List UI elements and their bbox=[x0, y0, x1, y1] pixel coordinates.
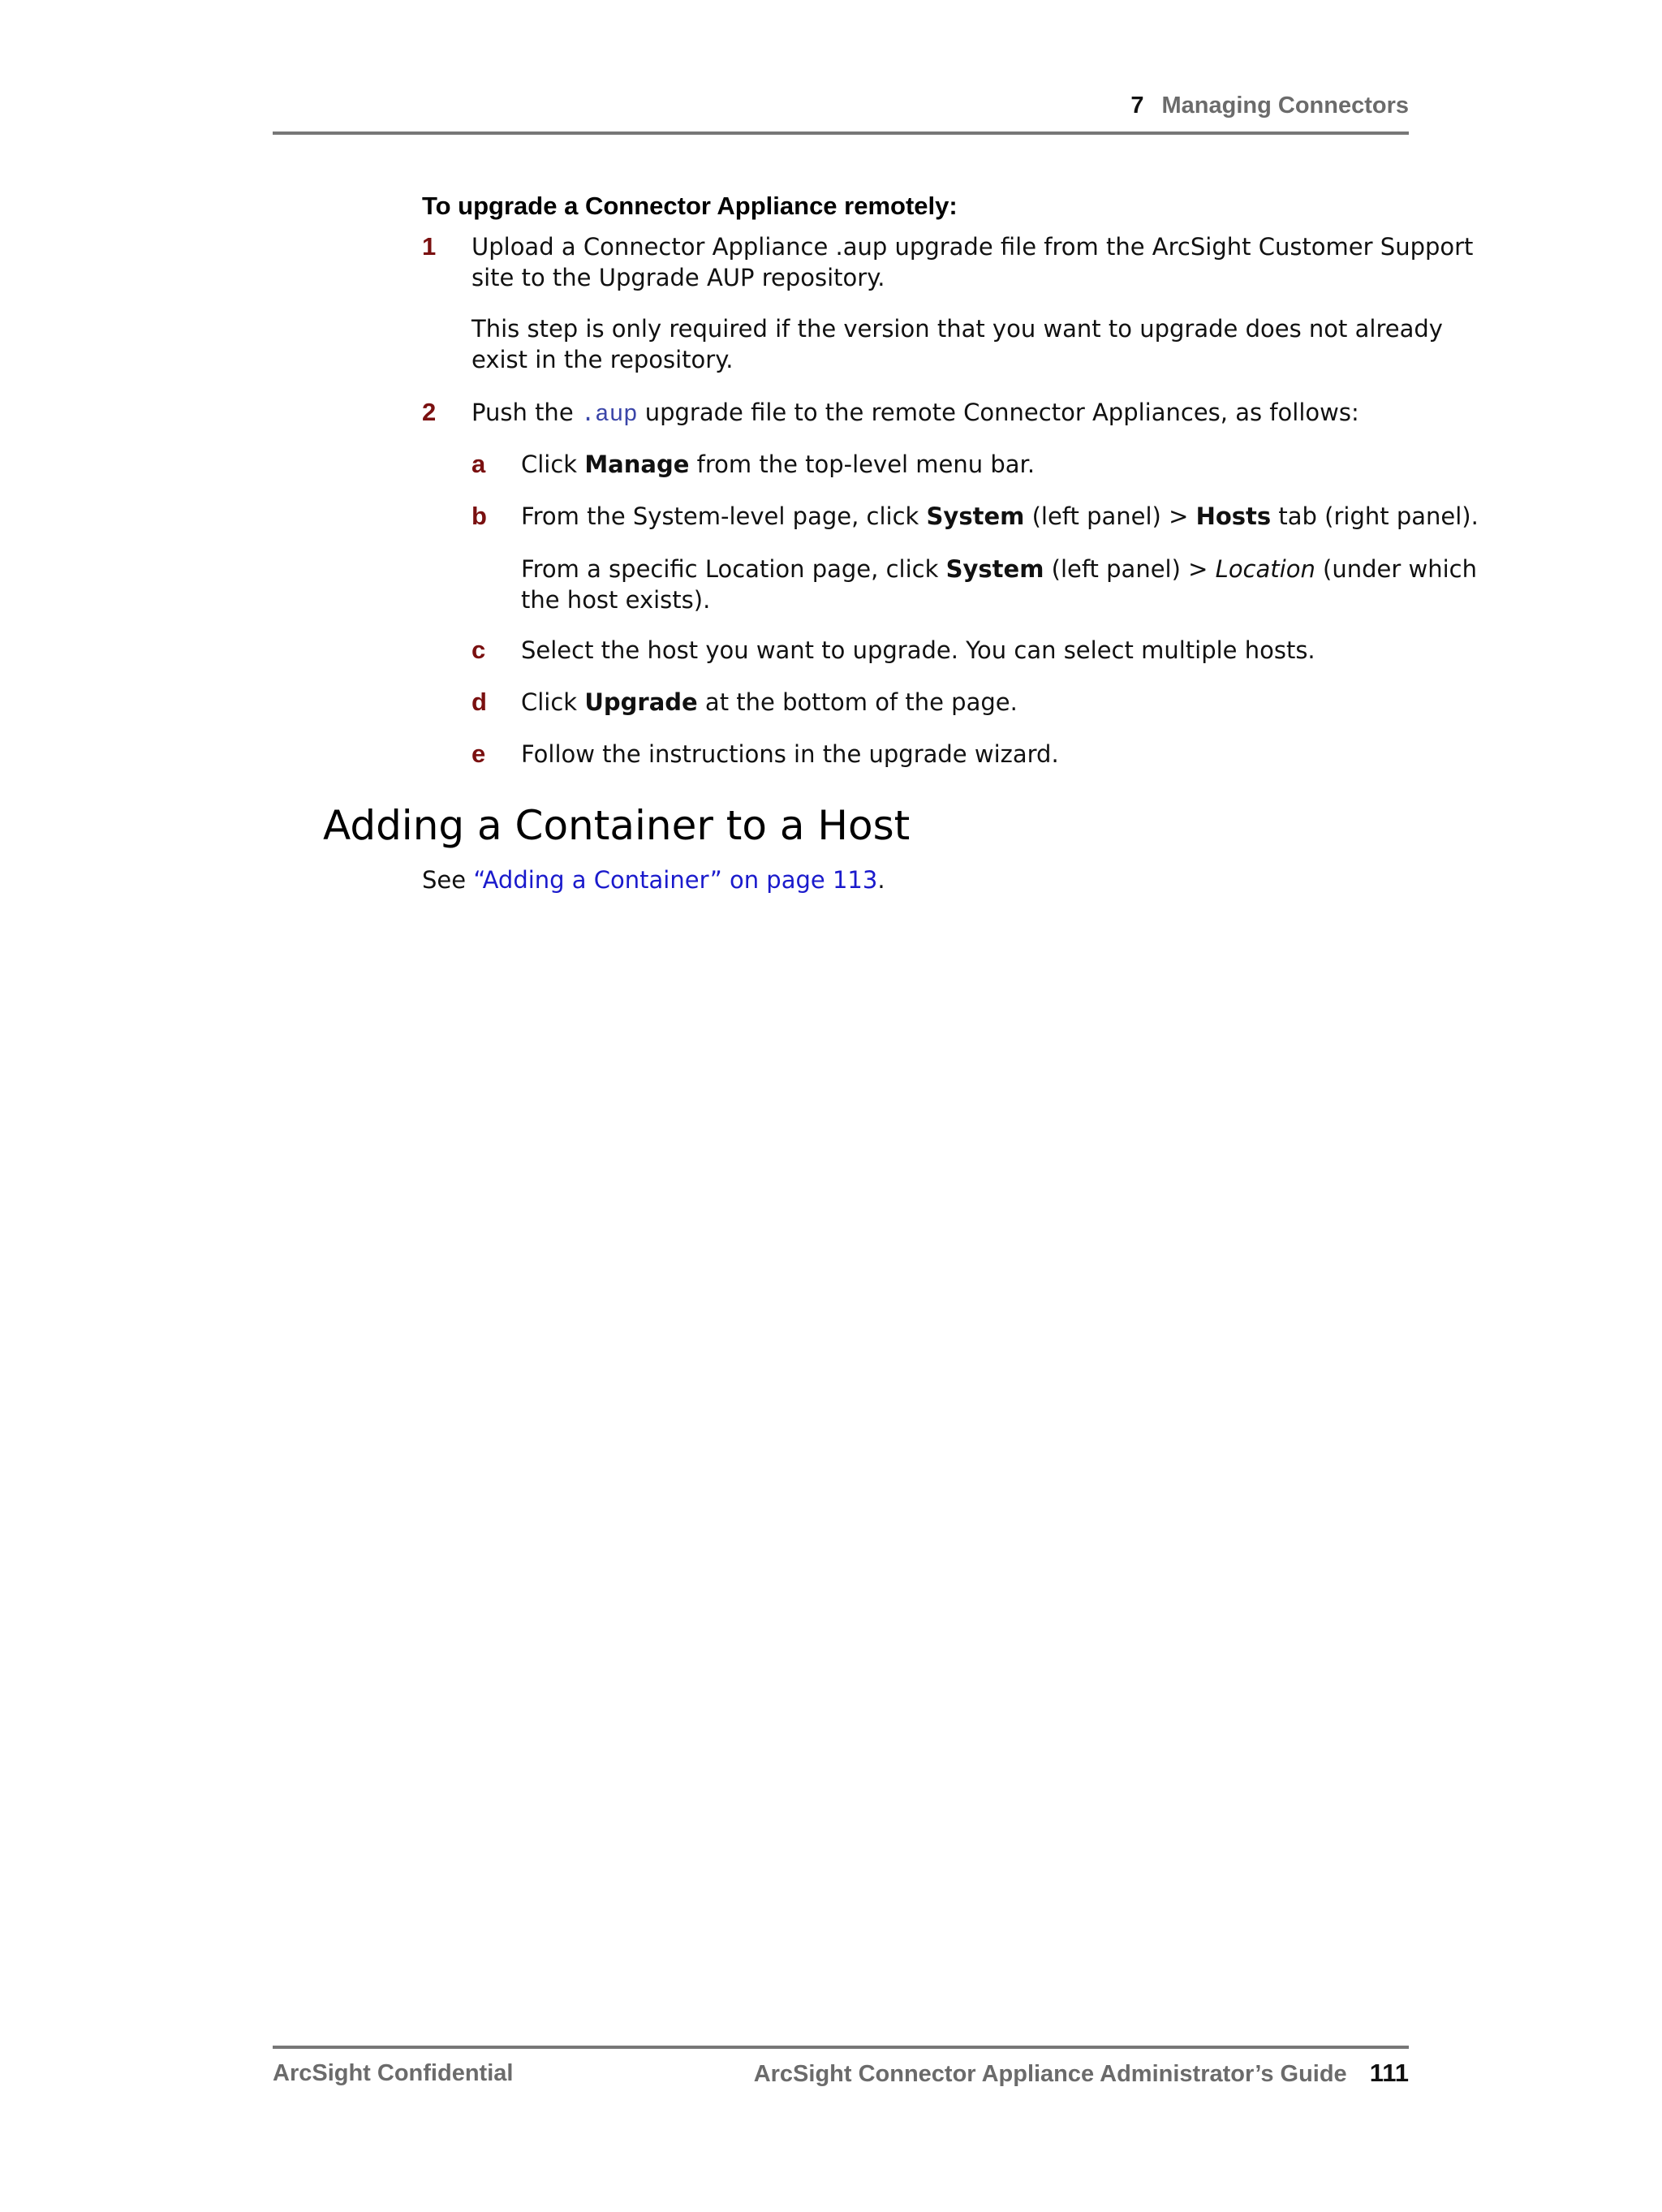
substep-b-alt-line-2: the host exists). bbox=[521, 586, 711, 614]
system-panel-ref-alt: System bbox=[945, 555, 1044, 583]
step-1-text bbox=[471, 231, 1473, 293]
procedure-title: To upgrade a Connector Appliance remotely: bbox=[422, 192, 958, 220]
substep-b-post: tab (right panel). bbox=[1271, 502, 1479, 530]
substep-a-pre: Click bbox=[521, 451, 585, 478]
step-1-note-line-1: This step is only required if the version that you want to upgrade does not already bbox=[471, 315, 1443, 343]
running-header bbox=[1130, 93, 1409, 119]
substep-label-a: a bbox=[471, 450, 486, 478]
step-2-text-after: upgrade file to the remote Connector Appliances, as follows: bbox=[637, 399, 1359, 426]
chapter-title: Managing Connectors bbox=[1161, 93, 1409, 119]
step-1-line-2: site to the Upgrade AUP repository. bbox=[471, 264, 885, 291]
step-1-note bbox=[471, 313, 1443, 375]
hosts-tab-ref: Hosts bbox=[1195, 502, 1272, 530]
substep-d-pre: Click bbox=[521, 688, 585, 716]
substep-c-text: Select the host you want to upgrade. You can select multiple hosts. bbox=[521, 636, 1315, 664]
chapter-number: 7 bbox=[1130, 93, 1144, 119]
footer-right bbox=[754, 2059, 1409, 2088]
cross-reference-link[interactable]: “Adding a Container” on page 113 bbox=[473, 866, 878, 894]
step-1-line-1: Upload a Connector Appliance .aup upgrade file from the ArcSight Customer Support bbox=[471, 233, 1474, 261]
substep-b-alt-pre: From a specific Location page, click bbox=[521, 555, 946, 583]
manage-menu-ref: Manage bbox=[584, 451, 690, 478]
section-see-paragraph bbox=[422, 865, 885, 895]
step-1-note-line-2: exist in the repository. bbox=[471, 346, 734, 373]
substep-b-alt-mid: (left panel) > bbox=[1044, 555, 1216, 583]
step-number-2: 2 bbox=[422, 398, 437, 426]
substep-d-post: at the bottom of the page. bbox=[697, 688, 1018, 716]
substep-b-mid: (left panel) > bbox=[1024, 502, 1196, 530]
system-panel-ref: System bbox=[926, 502, 1025, 530]
substep-e-text: Follow the instructions in the upgrade wizard. bbox=[521, 740, 1059, 768]
section-heading: Adding a Container to a Host bbox=[323, 802, 911, 849]
step-2-text-before: Push the bbox=[471, 399, 581, 426]
upgrade-button-ref: Upgrade bbox=[584, 688, 698, 716]
step-2-text bbox=[471, 397, 1359, 430]
substep-label-b: b bbox=[471, 502, 487, 530]
substep-a-text bbox=[521, 449, 1035, 480]
aup-code: .aup bbox=[580, 401, 638, 428]
substep-label-c: c bbox=[471, 636, 486, 664]
see-prefix: See bbox=[422, 866, 474, 894]
location-ref: Location bbox=[1215, 555, 1315, 583]
substep-b-pre: From the System-level page, click bbox=[521, 502, 927, 530]
guide-title: ArcSight Connector Appliance Administrator’s Guide bbox=[753, 2061, 1347, 2087]
substep-a-post: from the top-level menu bar. bbox=[689, 451, 1036, 478]
substep-b-alternative bbox=[521, 554, 1477, 615]
substep-b-text bbox=[521, 501, 1479, 532]
page-number: 111 bbox=[1369, 2059, 1409, 2087]
substep-b-alt-line-1 bbox=[521, 554, 1477, 584]
see-suffix: . bbox=[877, 866, 885, 894]
step-number-1: 1 bbox=[422, 232, 437, 261]
substep-label-d: d bbox=[471, 688, 487, 716]
substep-label-e: e bbox=[471, 739, 486, 768]
page-footer bbox=[273, 2046, 1409, 2098]
page-header bbox=[273, 88, 1409, 135]
confidential-label: ArcSight Confidential bbox=[273, 2060, 514, 2086]
substep-d-text bbox=[521, 687, 1018, 718]
substep-b-alt-post: (under which bbox=[1315, 555, 1477, 583]
